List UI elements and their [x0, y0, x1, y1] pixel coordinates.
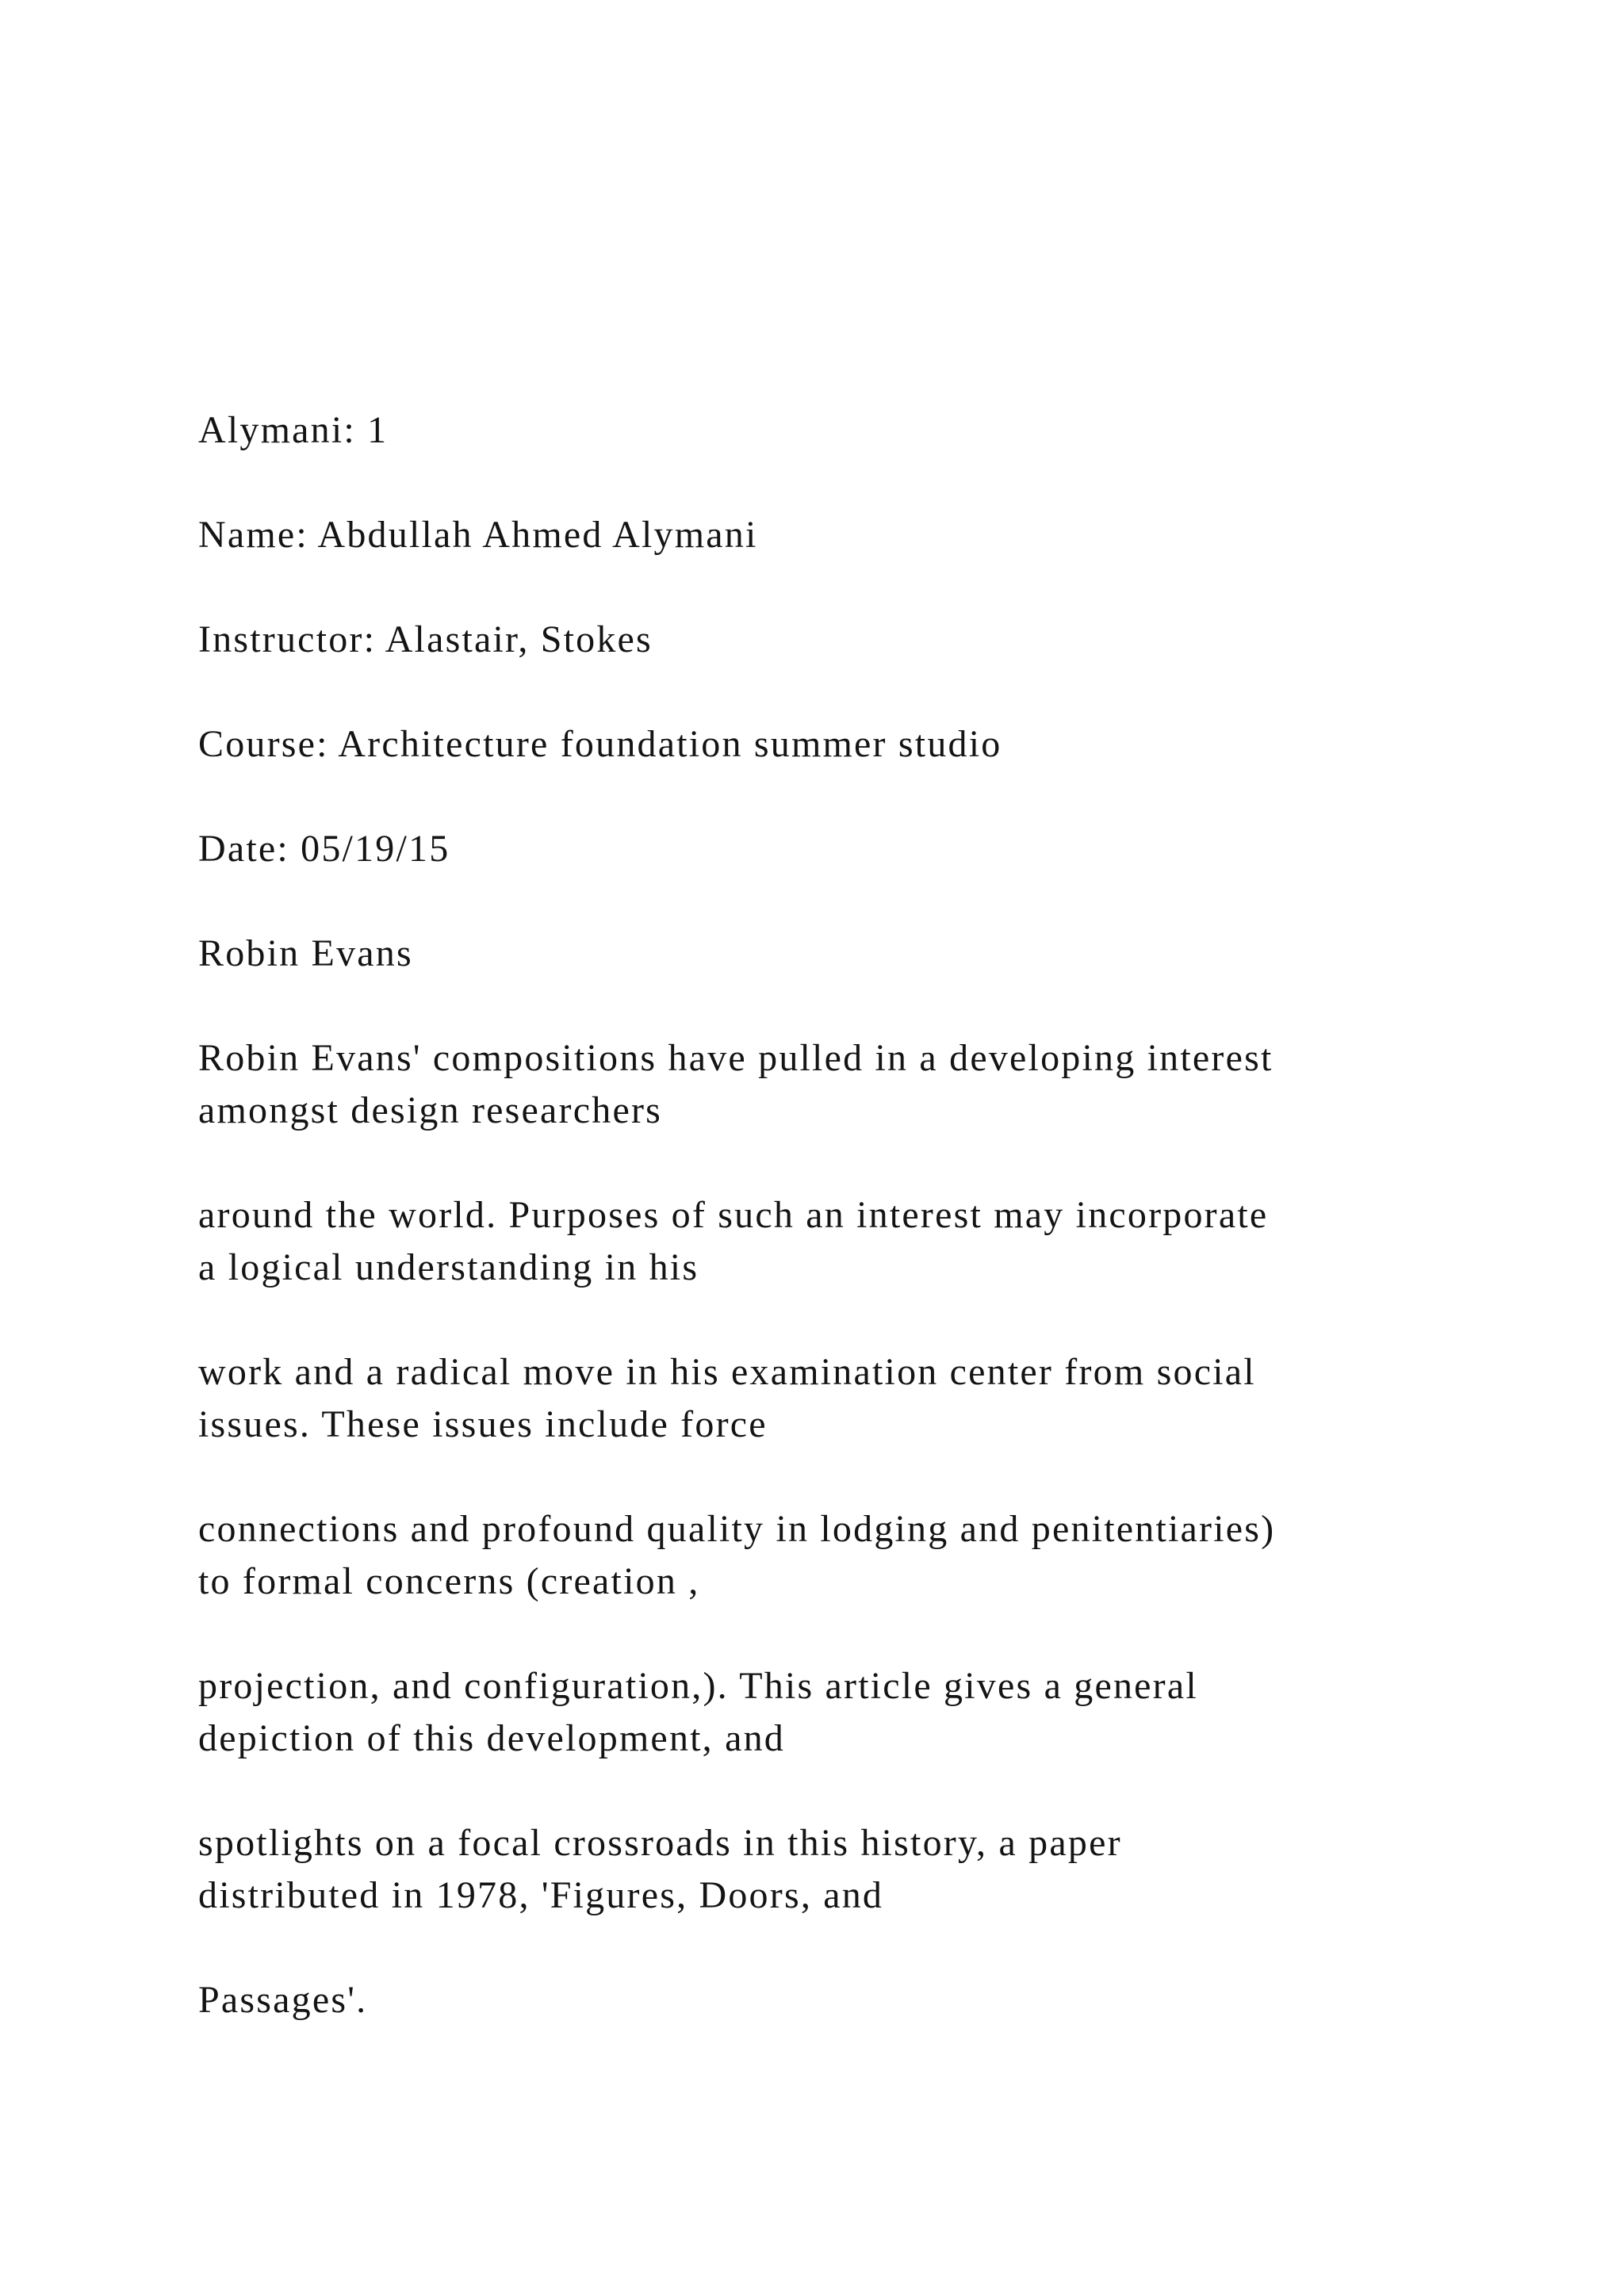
- paragraph-line: depiction of this development, and: [198, 1717, 785, 1759]
- paragraph-line: Passages'.: [198, 1979, 368, 2021]
- body-paragraph: [198, 1189, 1268, 1294]
- paragraph-line: work and a radical move in his examination center from social: [198, 1351, 1256, 1393]
- paragraph-line: connections and profound quality in lodging and penitentiaries): [198, 1508, 1276, 1550]
- essay-title: Robin Evans: [198, 932, 413, 974]
- paragraph-line: amongst design researchers: [198, 1089, 663, 1131]
- paragraph-line: Robin Evans' compositions have pulled in a developing interest: [198, 1037, 1274, 1079]
- paragraph-line: projection, and configuration,). This article gives a general: [198, 1665, 1198, 1707]
- paragraph-line: a logical understanding in his: [198, 1246, 699, 1288]
- running-head: Alymani: 1: [198, 409, 389, 451]
- body-paragraph: [198, 1974, 367, 2026]
- course-line: Course: Architecture foundation summer studio: [198, 723, 1002, 765]
- body-paragraph: [198, 1346, 1256, 1451]
- paragraph-line: around the world. Purposes of such an interest may incorporate: [198, 1194, 1269, 1236]
- date-line: Date: 05/19/15: [198, 828, 450, 870]
- paragraph-line: distributed in 1978, 'Figures, Doors, and: [198, 1874, 884, 1916]
- body-paragraph: [198, 1503, 1275, 1608]
- body-paragraph: [198, 1032, 1274, 1137]
- paragraph-line: to formal concerns (creation ,: [198, 1560, 700, 1602]
- instructor-line: Instructor: Alastair, Stokes: [198, 618, 653, 660]
- paragraph-line: spotlights on a focal crossroads in this history, a paper: [198, 1822, 1122, 1864]
- body-paragraph: [198, 1817, 1122, 1922]
- body-paragraph: [198, 1660, 1198, 1765]
- student-name: Name: Abdullah Ahmed Alymani: [198, 514, 758, 556]
- paragraph-line: issues. These issues include force: [198, 1403, 768, 1445]
